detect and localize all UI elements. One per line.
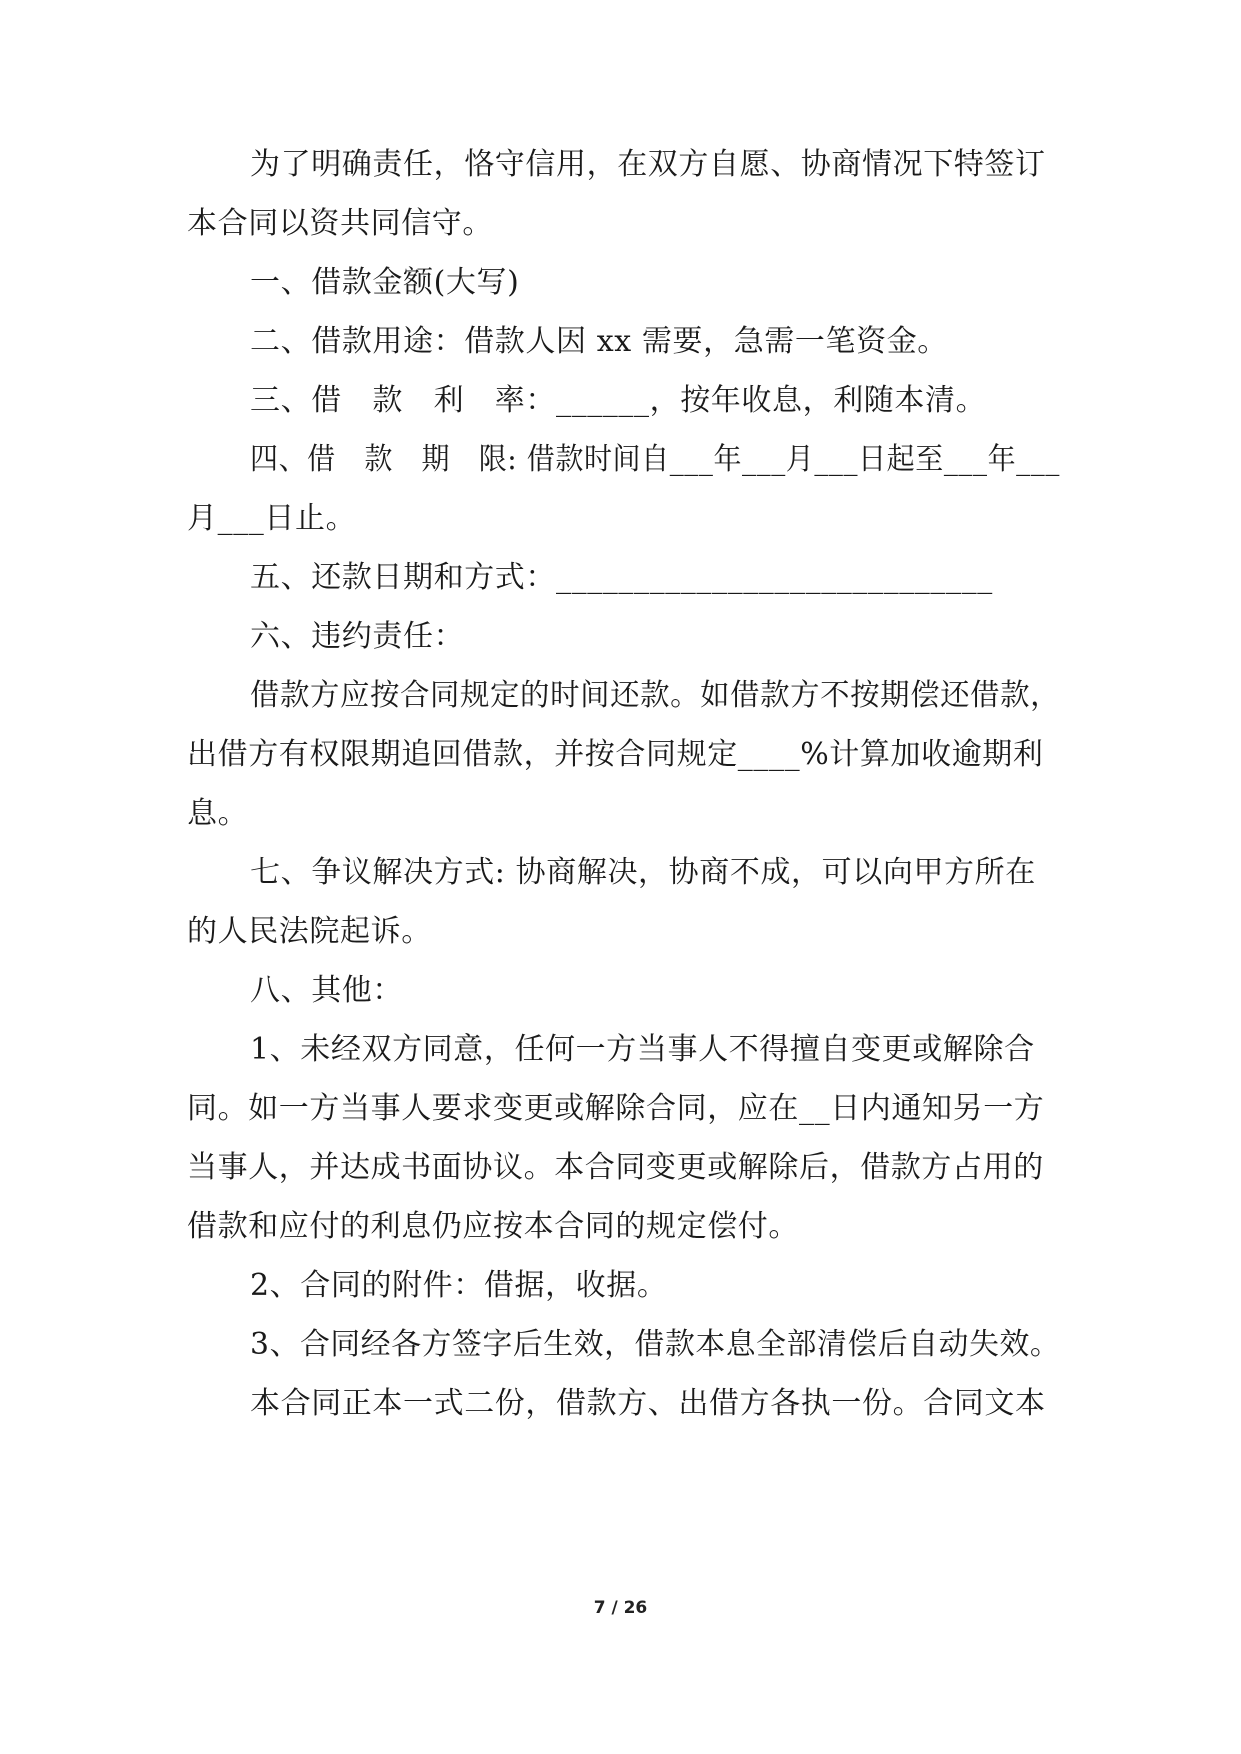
clause-loan-amount: 一、借款金额(大写) bbox=[250, 265, 520, 300]
text-line: 的人民法院起诉。 bbox=[187, 914, 432, 949]
text-line: 当事人，并达成书面协议。本合同变更或解除后，借款方占用的 bbox=[187, 1150, 1044, 1185]
text-line: 出借方有权限期追回借款，并按合同规定____%计算加收逾期利 bbox=[187, 737, 1044, 772]
page-number: 7 / 26 bbox=[593, 1598, 648, 1618]
clause-dispute: 七、争议解决方式: 协商解决，协商不成，可以向甲方所在 bbox=[250, 855, 1036, 890]
text-line: 3、合同经各方签字后生效，借款本息全部清偿后自动失效。 bbox=[250, 1327, 1061, 1362]
text-line: 为了明确责任，恪守信用，在双方自愿、协商情况下特签订 bbox=[250, 147, 1046, 182]
clause-loan-purpose: 二、借款用途：借款人因 xx 需要，急需一笔资金。 bbox=[250, 324, 948, 359]
text-line: 1、未经双方同意，任何一方当事人不得擅自变更或解除合 bbox=[250, 1032, 1035, 1067]
clause-repayment: 五、还款日期和方式：____________________________ bbox=[250, 560, 993, 595]
clause-other-heading: 八、其他： bbox=[250, 973, 403, 1008]
clause-loan-term: 四、借 款 期 限: 借款时间自___年___月___日起至___年___ bbox=[250, 442, 1060, 477]
text-line: 同。如一方当事人要求变更或解除合同，应在__日内通知另一方 bbox=[187, 1091, 1045, 1126]
text-line: 月___日止。 bbox=[187, 501, 357, 536]
text-line: 借款和应付的利息仍应按本合同的规定偿付。 bbox=[187, 1209, 799, 1244]
text-line: 息。 bbox=[187, 796, 249, 831]
text-line: 本合同以资共同信守。 bbox=[187, 206, 493, 241]
clause-breach-heading: 六、违约责任： bbox=[250, 619, 465, 654]
text-line: 2、合同的附件：借据，收据。 bbox=[250, 1268, 668, 1303]
text-line: 本合同正本一式二份，借款方、出借方各执一份。合同文本 bbox=[250, 1386, 1046, 1421]
clause-interest-rate: 三、借 款 利 率：______，按年收息，利随本清。 bbox=[250, 383, 987, 418]
text-line: 借款方应按合同规定的时间还款。如借款方不按期偿还借款， bbox=[250, 678, 1061, 713]
